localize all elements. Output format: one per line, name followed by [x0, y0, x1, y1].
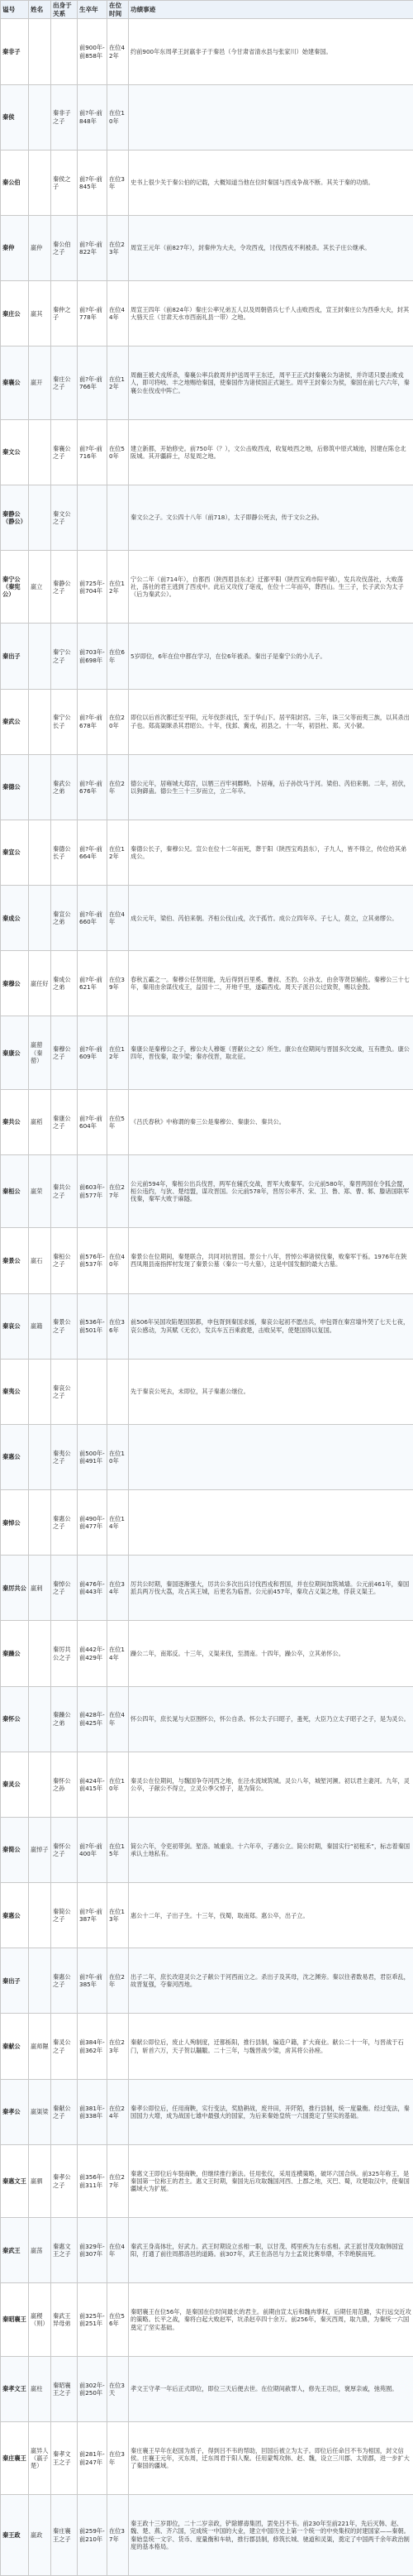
- cell-achievements: [129, 1490, 413, 1556]
- cell-name: [29, 1490, 51, 1556]
- cell-name: [29, 150, 51, 215]
- cell-posthumous-name: 秦庄襄王: [1, 2421, 29, 2494]
- cell-achievements: 史书上很少关于秦公伯的记载，大概知道当他在位时秦国与西戎争战不断。其关于秦的功绩。: [129, 150, 413, 215]
- cell-posthumous-name: 秦武公: [1, 689, 29, 754]
- cell-lifespan: 前?年-前845年: [78, 150, 107, 215]
- table-row: [1, 19, 413, 84]
- cell-relation: 秦昭襄王之子: [51, 2356, 78, 2421]
- cell-achievements: 周宣王四年（前824年）秦庄公率兄弟五人以及周朝借兵七千人击败西戎，宣王封秦庄公为西垂大夫，封其大骆天丘（甘肃天水市西南礼县一带）之地。: [129, 281, 413, 346]
- cell-achievements: 惠公十二年，子出子生。十三年，伐蜀，取南郑。惠公卒，出子立。: [129, 1883, 413, 1948]
- cell-achievements: 宁公二年（前714年），自都西（陕西眉县东北）迁都平阳（陕西宝鸡市阳平镇），发兵攻伐荡社，大败荡社，荡社的君王逃到了西戎中。此后又攻伐了亳戎，在位十二年而卒，葬西山。生三子，长子武公为太子（后为秦武公）。: [129, 551, 413, 624]
- cell-posthumous-name: 秦惠公: [1, 1883, 29, 1948]
- cell-name: 嬴渠梁: [29, 2079, 51, 2144]
- table-row: [1, 1089, 413, 1154]
- cell-lifespan: 前?年-前664年: [78, 820, 107, 885]
- cell-reign: 在位4年: [107, 1686, 129, 1752]
- cell-achievements: 《吕氏春秋》中称谓的秦三公是秦穆公、秦康公、秦共公。: [129, 1089, 413, 1154]
- cell-relation: 秦康公之子: [51, 1089, 78, 1154]
- cell-relation: 秦文公之子: [51, 485, 78, 550]
- cell-name: [29, 419, 51, 485]
- cell-reign: 在位37年: [107, 2495, 129, 2576]
- cell-name: 嬴稻: [29, 1089, 51, 1154]
- cell-achievements: 秦孝公即位后，任用商鞅，实行变法，奖励耕战，废井田，开阡陌，推行县制，统一度量衡。经过变法，秦国国力大增，成为战国七雄中最强大的国家，为后来秦始皇统一六国奠定了坚实的基础。: [129, 2079, 413, 2144]
- cell-name: 嬴荣: [29, 1155, 51, 1228]
- cell-achievements: 秦献公即位后，废止人殉制度，迁都栎阳，推行县制，编造户籍，扩大商业。献公二十一年，与晋战于石门，斩首六万，天子贺以黼黻。二十三年，与魏晋战少梁，虏其将公孙痤。: [129, 2014, 413, 2079]
- cell-reign: 在位23年: [107, 215, 129, 280]
- table-row: [1, 689, 413, 754]
- cell-relation: 秦惠文王之子: [51, 2218, 78, 2283]
- cell-lifespan: [78, 1359, 107, 1424]
- cell-reign: 在位24年: [107, 2079, 129, 2144]
- cell-relation: 秦穆公之子: [51, 1016, 78, 1089]
- cell-posthumous-name: 秦惠文王: [1, 2144, 29, 2217]
- cell-relation: 秦宁公长子: [51, 689, 78, 754]
- cell-reign: 在位14年: [107, 1621, 129, 1686]
- cell-lifespan: 前725年-前704年: [78, 551, 107, 624]
- cell-posthumous-name: 秦仲: [1, 215, 29, 280]
- cell-posthumous-name: 秦公伯: [1, 150, 29, 215]
- cell-posthumous-name: 秦宁公（秦宪公）: [1, 551, 29, 624]
- cell-lifespan: 前703年-前698年: [78, 624, 107, 689]
- cell-lifespan: 前325年-前251年: [78, 2283, 107, 2356]
- cell-reign: 在位3年: [107, 150, 129, 215]
- table-row: [1, 951, 413, 1016]
- cell-posthumous-name: 秦躁公: [1, 1621, 29, 1686]
- cell-lifespan: 前?年-前660年: [78, 886, 107, 951]
- cell-lifespan: 前?年-前400年: [78, 1817, 107, 1882]
- cell-relation: 秦惠公之子: [51, 1490, 78, 1556]
- cell-relation: 秦哀公之子: [51, 1359, 78, 1424]
- cell-achievements: [129, 1424, 413, 1489]
- cell-reign: 在位5年: [107, 1089, 129, 1154]
- cell-posthumous-name: 秦文公: [1, 419, 29, 485]
- cell-relation: 秦武公之弟: [51, 754, 78, 820]
- cell-posthumous-name: 秦康公: [1, 1016, 29, 1089]
- cell-relation: 秦桓公之子: [51, 1228, 78, 1293]
- table-body: [1, 19, 413, 2576]
- cell-name: 嬴罃（秦罃）: [29, 1016, 51, 1089]
- cell-name: 嬴其: [29, 281, 51, 346]
- cell-posthumous-name: 秦庄公: [1, 281, 29, 346]
- cell-reign: 在位34年: [107, 1556, 129, 1621]
- cell-name: [29, 1686, 51, 1752]
- table-row: [1, 281, 413, 346]
- cell-posthumous-name: 秦出子: [1, 624, 29, 689]
- cell-achievements: 秦灵公在位期间，与魏国争夺河西之地，在泾水流域筑城。灵公八年，城堑河濒。初以君主妻河。九年，灵公卒，子献公不得立，立灵公季父悼子，是为简公。: [129, 1752, 413, 1817]
- cell-reign: 在位42年: [107, 19, 129, 84]
- cell-name: [29, 84, 51, 150]
- cell-reign: 在位12年: [107, 820, 129, 885]
- cell-posthumous-name: 秦穆公: [1, 951, 29, 1016]
- cell-achievements: 周宣王元年（前827年），封秦仲为大夫，令攻西戎，讨伐西戎不利被杀。其长子庄公继承。: [129, 215, 413, 280]
- cell-name: 嬴籍: [29, 1293, 51, 1359]
- cell-lifespan: 前900年-前858年: [78, 19, 107, 84]
- cell-reign: 在位12年: [107, 1016, 129, 1089]
- cell-achievements: 秦文公之子。文公四十八年（前718），太子即静公死去，传于文公之孙。: [129, 485, 413, 550]
- cell-achievements: 前506年吴国攻陷楚国郢都，申包胥到秦国求援，秦哀公起初不愿出兵，申包胥在秦宫墙外哭了七天七夜，哀公感动，为其赋《无衣》，发兵车五百乘救楚，击败吴军，使楚国得以复国。: [129, 1293, 413, 1359]
- cell-name: 嬴立: [29, 551, 51, 624]
- table-row: [1, 2144, 413, 2217]
- cell-lifespan: 前603年-前577年: [78, 1155, 107, 1228]
- cell-relation: 秦怀公之孙: [51, 1752, 78, 1817]
- col-header-relation: 出身于关系: [51, 1, 78, 19]
- cell-achievements: 周幽王被犬戎所杀，秦襄公率兵救周并护送周平王东迁，周平王正式封秦襄公为诸侯，并许诺只要击败戎人，即可将岐、丰之地赐给秦国，使秦国作为诸侯国正式诞生。周平王封秦公为侯，秦国在前七六六年，秦襄公在伐戎中阵亡。: [129, 346, 413, 419]
- cell-lifespan: 前490年-前477年: [78, 1490, 107, 1556]
- cell-achievements: 秦景公在位期间，秦楚联合，共同对抗晋国。景公十八年，晋悼公率诸侯伐秦，败秦军于栎。1976年在陕西凤翔县南指挥村发现了秦景公墓（秦公一号大墓），这是中国发掘的最大古墓。: [129, 1228, 413, 1293]
- cell-name: 嬴稷（则）: [29, 2283, 51, 2356]
- cell-lifespan: 前?年-前822年: [78, 215, 107, 280]
- cell-lifespan: 前536年-前501年: [78, 1293, 107, 1359]
- table-row: [1, 1752, 413, 1817]
- table-row: [1, 1016, 413, 1089]
- cell-relation: 秦孝文王之子: [51, 2421, 78, 2494]
- cell-lifespan: 前?年-前385年: [78, 1948, 107, 2014]
- cell-lifespan: 前?年-前848年: [78, 84, 107, 150]
- cell-lifespan: 前329年-前307年: [78, 2218, 107, 2283]
- cell-achievements: 秦康公是秦穆公之子，穆公夫人穆姬（晋献公之女）所生。康公在位期间与晋国多次交战，互有胜负。康公四年，晋伐秦，取少梁；秦亦伐晋，取北征。: [129, 1016, 413, 1089]
- cell-achievements: 孝文王守孝一年后正式即位，即位三天后便去世。在位期间赦罪人，修先王功臣，褒厚亲戚，弛苑囿。: [129, 2356, 413, 2421]
- cell-relation: 秦献公之子: [51, 2079, 78, 2144]
- cell-posthumous-name: 秦惠公: [1, 1424, 29, 1489]
- cell-posthumous-name: 秦襄公: [1, 346, 29, 419]
- cell-achievements: 成公元年，梁伯、芮伯来朝。齐桓公伐山戎，次于孤竹。成公立四年卒。子七人，莫立，立其弟缪公。: [129, 886, 413, 951]
- cell-relation: 秦宁公之子: [51, 624, 78, 689]
- cell-relation: 秦躁公之弟: [51, 1686, 78, 1752]
- col-header-lifespan: 生卒年: [78, 1, 107, 19]
- cell-reign: 在位10年: [107, 1752, 129, 1817]
- cell-lifespan: 前?年-前766年: [78, 346, 107, 419]
- table-row: [1, 2283, 413, 2356]
- cell-achievements: 约前900年东周孝王封嬴非子于秦邑（今甘肃省清水县与张家川）始建秦国。: [129, 19, 413, 84]
- cell-lifespan: 前302年-前250年: [78, 2356, 107, 2421]
- table-row: [1, 2218, 413, 2283]
- cell-posthumous-name: 秦非子: [1, 19, 29, 84]
- cell-name: 嬴开: [29, 346, 51, 419]
- cell-posthumous-name: 秦夷公: [1, 1359, 29, 1424]
- table-row: [1, 2356, 413, 2421]
- cell-relation: 秦简公之子: [51, 1883, 78, 1948]
- cell-posthumous-name: 秦献公: [1, 2014, 29, 2079]
- cell-name: 嬴悼子: [29, 1817, 51, 1882]
- cell-posthumous-name: 秦王政: [1, 2495, 29, 2576]
- cell-lifespan: 前?年-前387年: [78, 1883, 107, 1948]
- cell-achievements: 秦德公长子，秦穆公兄。宣公在位十二年而死，葬于阳（陕西宝鸡县东），子九人，皆不得立，传位给其弟成公。: [129, 820, 413, 885]
- cell-name: [29, 1359, 51, 1424]
- cell-achievements: 建立新都，开始修史。前750年（？），文公击败西戎，收复岐西之地，后修筑中原式城池，因建在陈仓北阪城。其开疆辟土，尽复周之地。: [129, 419, 413, 485]
- cell-lifespan: 前?年-前778年: [78, 281, 107, 346]
- cell-reign: [107, 1359, 129, 1424]
- cell-achievements: 秦武王身高体壮，好武力。武王时期设立丞相一职，以甘茂、樗里疾为左右丞相。武王派甘茂攻取韩国宜阳，打通了前往周都洛邑的道路。前307年，武王在洛邑与力士孟说比赛举鼎，不幸绝膑而死。: [129, 2218, 413, 2283]
- table-row: [1, 1490, 413, 1556]
- cell-lifespan: 前500年-前491年: [78, 1424, 107, 1489]
- cell-posthumous-name: 秦昭襄王: [1, 2283, 29, 2356]
- cell-lifespan: 前?年-前609年: [78, 1016, 107, 1089]
- cell-name: 嬴荡: [29, 2218, 51, 2283]
- cell-relation: 秦悼公之子: [51, 1556, 78, 1621]
- cell-reign: 在位20年: [107, 689, 129, 754]
- cell-reign: 在位40年: [107, 1228, 129, 1293]
- cell-posthumous-name: 秦静公（静公）: [1, 485, 29, 550]
- cell-posthumous-name: 秦怀公: [1, 1686, 29, 1752]
- cell-lifespan: 前424年-前415年: [78, 1752, 107, 1817]
- cell-posthumous-name: 秦孝文王: [1, 2356, 29, 2421]
- table-row: [1, 2079, 413, 2144]
- cell-relation: [51, 19, 78, 84]
- table-row: [1, 1424, 413, 1489]
- cell-name: 嬴石: [29, 1228, 51, 1293]
- cell-reign: 在位2年: [107, 754, 129, 820]
- col-header-achievements: 功绩事迹: [129, 1, 413, 19]
- col-header-posthumous-name: 谥号: [1, 1, 29, 19]
- cell-lifespan: 前281年-前247年: [78, 2421, 107, 2494]
- table-row: [1, 1155, 413, 1228]
- table-row: [1, 1686, 413, 1752]
- cell-achievements: 躁公二年，南郑反。十三年，义渠来伐，至渭南。十四年，躁公卒，立其弟怀公。: [129, 1621, 413, 1686]
- cell-achievements: 先于秦哀公死去，未即位，其子秦惠公继位。: [129, 1359, 413, 1424]
- cell-reign: 在位13年: [107, 1883, 129, 1948]
- cell-reign: 在位39年: [107, 951, 129, 1016]
- cell-relation: 秦景公之子: [51, 1293, 78, 1359]
- cell-lifespan: 前476年-前443年: [78, 1556, 107, 1621]
- col-header-name: 姓名: [29, 1, 51, 19]
- cell-posthumous-name: 秦厉共公: [1, 1556, 29, 1621]
- cell-achievements: 出子二年，庶长改迎灵公之子献公于河西而立之。杀出子及其母，沈之渊旁。秦以往者数易君，君臣乖乱，故晋复强，夺秦河西地。: [129, 1948, 413, 2014]
- cell-name: 嬴驷: [29, 2144, 51, 2217]
- cell-lifespan: 前356年-前311年: [78, 2144, 107, 2217]
- cell-relation: 秦襄公之子: [51, 419, 78, 485]
- cell-reign: 在位3年: [107, 2421, 129, 2494]
- cell-name: [29, 1621, 51, 1686]
- cell-name: 嬴柱: [29, 2356, 51, 2421]
- cell-posthumous-name: 秦德公: [1, 754, 29, 820]
- cell-reign: 在位2年: [107, 1948, 129, 2014]
- cell-posthumous-name: 秦宣公: [1, 820, 29, 885]
- cell-relation: 秦公伯之子: [51, 215, 78, 280]
- cell-posthumous-name: 秦悼公: [1, 1490, 29, 1556]
- cell-achievements: 春秋五霸之一。秦穆公任贤用能，先后得到百里奚、蹇叔、丕豹、公孙支、由余等贤臣辅佐。秦穆公三十七年，秦用由余谋伐戎王，益国十二，开地千里，遂霸西戎。周天子派召公过致贺，赐以金鼓。: [129, 951, 413, 1016]
- cell-achievements: 厉共公时期，秦国逐渐强大，厉共公多次出兵讨伐西戎和晋国，并在位期间加筑城墙。公元前461年，秦国派兵两万伐大荔，攻占其王城，后更名为临晋。公元前457年，秦攻占义渠之地，俘获义渠王。: [129, 1556, 413, 1621]
- cell-relation: 秦静公之子: [51, 551, 78, 624]
- table-row: [1, 886, 413, 951]
- cell-achievements: 公元前594年，秦桓公出兵伐晋，两军在辅氏交战，晋军大败秦军。公元前580年，秦晋两国在令狐会盟，桓公违约，与狄、楚结盟，谋攻晋国。公元前578年，晋厉公率齐、宋、卫、鲁、郑、曹、邾、滕诸国联军伐秦，秦军大败于麻隧。: [129, 1155, 413, 1228]
- cell-reign: 在位36年: [107, 1293, 129, 1359]
- cell-reign: 在位14年: [107, 1490, 129, 1556]
- cell-posthumous-name: 秦景公: [1, 1228, 29, 1293]
- cell-lifespan: 前381年-前338年: [78, 2079, 107, 2144]
- cell-lifespan: 前?年-前621年: [78, 951, 107, 1016]
- cell-relation: 秦夷公之子: [51, 1424, 78, 1489]
- cell-reign: 在位3天: [107, 2356, 129, 2421]
- table-row: [1, 1228, 413, 1293]
- cell-relation: 秦宣公之弟: [51, 886, 78, 951]
- table-row: [1, 419, 413, 485]
- cell-reign: 在位15年: [107, 1817, 129, 1882]
- cell-name: 嬴政: [29, 2495, 51, 2576]
- cell-lifespan: 前?年-前716年: [78, 419, 107, 485]
- table-row: [1, 820, 413, 885]
- col-header-reign: 在位时间: [107, 1, 129, 19]
- cell-relation: 秦怀公之子: [51, 1817, 78, 1882]
- cell-name: 嬴任好: [29, 951, 51, 1016]
- table-row: [1, 1948, 413, 2014]
- cell-relation: 秦非子之子: [51, 84, 78, 150]
- cell-achievements: 即位以后首次都迁至平阳，元年伐彭戏氏，至于华山下。居平阳封宫。三年，诛三父等而夷三族，以其杀出子也。郑高渠眯杀其君昭公。十年，伐邽、冀戎，初县之。十一年，初县杜、郑。灭小虢。: [129, 689, 413, 754]
- cell-reign: 在位4年: [107, 2218, 129, 2283]
- table-row: [1, 346, 413, 419]
- cell-achievements: 秦昭襄王在位56年，是秦国在位时间最长的君主。前期由宣太后和魏冉掌权，后期任用范雎，实行远交近攻的策略。长平之战，秦将白起大败赵军，坑杀赵卒四十余万。前256年，秦灭西周，取九鼎，为秦统一六国奠定了坚实基础。: [129, 2283, 413, 2356]
- table-row: [1, 1556, 413, 1621]
- cell-name: [29, 1948, 51, 2014]
- cell-reign: 在位56年: [107, 2283, 129, 2356]
- cell-reign: [107, 485, 129, 550]
- table-row: [1, 551, 413, 624]
- cell-posthumous-name: 秦简公: [1, 1817, 29, 1882]
- cell-lifespan: 前384年-前362年: [78, 2014, 107, 2079]
- cell-lifespan: 前428年-前425年: [78, 1686, 107, 1752]
- cell-lifespan: 前576年-前537年: [78, 1228, 107, 1293]
- cell-lifespan: 前259年-前210年: [78, 2495, 107, 2576]
- cell-name: [29, 19, 51, 84]
- cell-reign: 在位23年: [107, 2014, 129, 2079]
- cell-relation: 秦仲之子: [51, 281, 78, 346]
- table-row: [1, 2495, 413, 2576]
- cell-relation: 秦共公之子: [51, 1155, 78, 1228]
- cell-achievements: 简公六年，令吏初带剑。堑洛。城重泉。十六年卒，子惠公立。简公时期，秦国实行“初租禾”，标志着秦国承认土地私有。: [129, 1817, 413, 1882]
- table-row: [1, 1883, 413, 1948]
- cell-achievements: 怀公四年，庶长晁与大臣围怀公，怀公自杀。怀公太子曰昭子，蚤死，大臣乃立太子昭子之子，是为灵公。: [129, 1686, 413, 1752]
- cell-reign: 在位27年: [107, 2144, 129, 2217]
- cell-posthumous-name: 秦孝公: [1, 2079, 29, 2144]
- cell-achievements: 秦王政十三岁即位，二十二岁亲政，铲除嫪毐集团，罢免吕不韦。前230年至前221年，先后灭韩、赵、魏、楚、燕、齐六国，完成统一中国的大业，建立中国历史上第一个统一的中央集权的封建国家——秦朝。秦始皇统一文字、货币、度量衡和车轨，推行郡县制，修筑长城、驰道和灵渠，奠定了中国两千余年政治制度的基本格局。: [129, 2495, 413, 2576]
- cell-name: [29, 485, 51, 550]
- cell-lifespan: 前?年-前678年: [78, 689, 107, 754]
- cell-reign: 在位50年: [107, 419, 129, 485]
- cell-name: 嬴师隰: [29, 2014, 51, 2079]
- cell-relation: 秦侯之子: [51, 150, 78, 215]
- cell-relation: 秦庄公之子: [51, 346, 78, 419]
- cell-relation: 秦灵公之子: [51, 2014, 78, 2079]
- cell-posthumous-name: 秦桓公: [1, 1155, 29, 1228]
- cell-posthumous-name: 秦出子: [1, 1948, 29, 2014]
- cell-reign: 在位12年: [107, 346, 129, 419]
- cell-achievements: [129, 84, 413, 150]
- cell-name: [29, 1424, 51, 1489]
- cell-lifespan: 前442年-前429年: [78, 1621, 107, 1686]
- cell-name: [29, 754, 51, 820]
- table-row: [1, 1621, 413, 1686]
- table-row: [1, 215, 413, 280]
- table-row: [1, 1359, 413, 1424]
- cell-posthumous-name: 秦成公: [1, 886, 29, 951]
- cell-lifespan: 前?年-前604年: [78, 1089, 107, 1154]
- table-row: [1, 2421, 413, 2494]
- cell-name: [29, 624, 51, 689]
- cell-reign: 在位4年: [107, 886, 129, 951]
- cell-name: 嬴仲: [29, 215, 51, 280]
- cell-posthumous-name: 秦灵公: [1, 1752, 29, 1817]
- cell-name: [29, 1752, 51, 1817]
- cell-achievements: 5岁即位，6年在位中都在学习，在位6年被杀。秦出子是秦宁公的小儿子。: [129, 624, 413, 689]
- table-row: [1, 2014, 413, 2079]
- cell-relation: 秦惠公之子: [51, 1948, 78, 2014]
- cell-posthumous-name: 秦武王: [1, 2218, 29, 2283]
- cell-reign: 在位27年: [107, 1155, 129, 1228]
- cell-reign: 在位6年: [107, 624, 129, 689]
- header-row: [1, 1, 413, 19]
- cell-posthumous-name: 秦侯: [1, 84, 29, 150]
- cell-relation: 秦庄襄王之子: [51, 2495, 78, 2576]
- cell-posthumous-name: 秦共公: [1, 1089, 29, 1154]
- table-row: [1, 1293, 413, 1359]
- cell-name: [29, 689, 51, 754]
- cell-name: [29, 1883, 51, 1948]
- cell-relation: 秦武王异母弟: [51, 2283, 78, 2356]
- table-row: [1, 1817, 413, 1882]
- cell-name: 嬴异人（嬴子楚）: [29, 2421, 51, 2494]
- table-row: [1, 150, 413, 215]
- cell-relation: 秦德公长子: [51, 820, 78, 885]
- cell-relation: 秦孝公之子: [51, 2144, 78, 2217]
- table-row: [1, 84, 413, 150]
- table-row: [1, 624, 413, 689]
- cell-relation: 秦厉共公之子: [51, 1621, 78, 1686]
- cell-achievements: 秦庄襄王早年在赵国为质子，得到吕不韦的帮助，回国后被立为太子。即位后任命吕不韦为相国，封文信侯。庄襄王元年，灭东周，迁东周君于阳人聚。任用蒙骜攻韩、赵、魏，设立三川郡、太原郡，进一步扩大了秦国的疆域。: [129, 2421, 413, 2494]
- cell-achievements: 德公元年，居雍城大郑宫，以牺三百牢祠鄜畤。卜居雍，后子孙饮马于河。梁伯、芮伯来朝。二年，初伏，以狗御蛊。德公生三十三岁而立，立二年卒。: [129, 754, 413, 820]
- cell-name: [29, 820, 51, 885]
- cell-lifespan: 前?年-前676年: [78, 754, 107, 820]
- cell-lifespan: [78, 485, 107, 550]
- cell-name: [29, 886, 51, 951]
- cell-reign: 在位10年: [107, 84, 129, 150]
- table-row: [1, 485, 413, 550]
- cell-relation: 秦成公之弟: [51, 951, 78, 1016]
- table-row: [1, 754, 413, 820]
- cell-achievements: 秦惠文王即位后车裂商鞅，但继续推行新法。任用张仪，采用连横策略，破坏六国合纵。前325年称王，是秦国第一位称王的君主。惠文王时期，秦国先后攻取魏国河西、上郡之地，灭巴、蜀，攻楚取汉中，使秦国疆域大为扩展。: [129, 2144, 413, 2217]
- cell-reign: 在位44年: [107, 281, 129, 346]
- cell-name: 嬴刺: [29, 1556, 51, 1621]
- cell-reign: 在位12年: [107, 551, 129, 624]
- cell-reign: 在位10年: [107, 1424, 129, 1489]
- cell-posthumous-name: 秦哀公: [1, 1293, 29, 1359]
